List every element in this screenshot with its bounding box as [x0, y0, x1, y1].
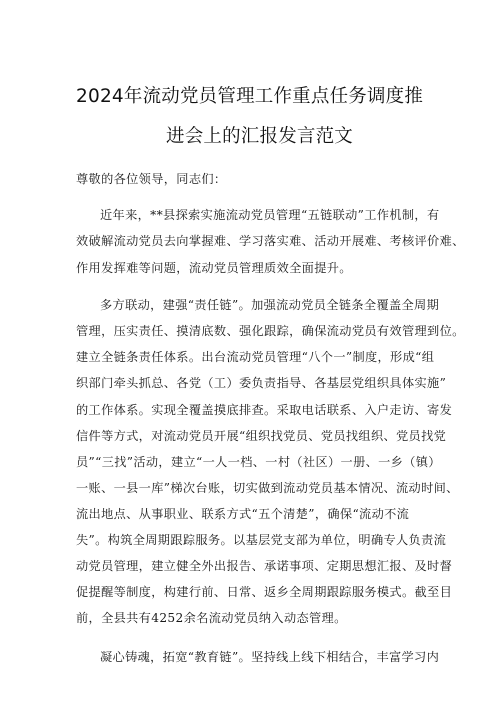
paragraph-2-line-1: 多方联动，建强“责任链”。加强流动党员全链条全覆盖全周期: [100, 298, 440, 312]
paragraph-2-line-9: 流出地点、从事职业、联系方式“五个清楚”，确保“流动不流: [76, 507, 410, 521]
paragraph-2-line-5: 的工作体系。实现全覆盖摸底排查。采取电话联系、入户走访、寄发: [76, 403, 453, 417]
paragraph-2-line-11: 动党员管理，建立健全外出报告、承诺事项、定期思想汇报、及时督: [76, 559, 453, 573]
paragraph-2-line-2: 管理，压实责任、摸清底数、强化跟踪，确保流动党员有效管理到位。: [76, 324, 465, 338]
paragraph-2-line-7: 员”“三找”活动，建立“一人一档、一村（社区）一册、一乡（镇）: [76, 455, 441, 469]
paragraph-2-line-13: 前，全县共有4252余名流动党员纳入动态管理。: [76, 611, 347, 625]
document-title-line-2: 进会上的汇报发言范文: [166, 126, 354, 147]
paragraph-1-line-2: 效破解流动党员去向掌握难、学习落实难、活动开展难、考核评价难、: [76, 234, 465, 248]
paragraph-2-line-8: 一账、一县一库”梯次台账，切实做到流动党员基本情况、流动时间、: [76, 481, 459, 495]
paragraph-2-line-10: 失”。构筑全周期跟踪服务。以基层党支部为单位，明确专人负责流: [76, 533, 447, 547]
paragraph-2-line-6: 信件等方式，对流动党员开展“组织找党员、党员找组织、党员找党: [76, 429, 447, 443]
paragraph-2-line-12: 促提醒等制度，构建行前、日常、返乡全周期跟踪服务模式。截至目: [76, 585, 453, 599]
document-title-line-1: 2024年流动党员管理工作重点任务调度推: [76, 86, 424, 107]
paragraph-3-line-1: 凝心铸魂，拓宽“教育链”。坚持线上线下相结合，丰富学习内: [100, 650, 440, 664]
salutation: 尊敬的各位领导，同志们：: [76, 172, 227, 186]
paragraph-1-line-1: 近年来，**县探索实施流动党员管理“五链联动”工作机制，有: [100, 208, 440, 222]
paragraph-1-line-3: 作用发挥难等问题，流动党员管理质效全面提升。: [76, 261, 352, 275]
paragraph-2-line-4: 织部门牵头抓总、各党（工）委负责指导、各基层党组织具体实施”: [76, 376, 447, 390]
paragraph-2-line-3: 建立全链条责任体系。出台流动党员管理“八个一”制度，形成“组: [76, 350, 435, 364]
